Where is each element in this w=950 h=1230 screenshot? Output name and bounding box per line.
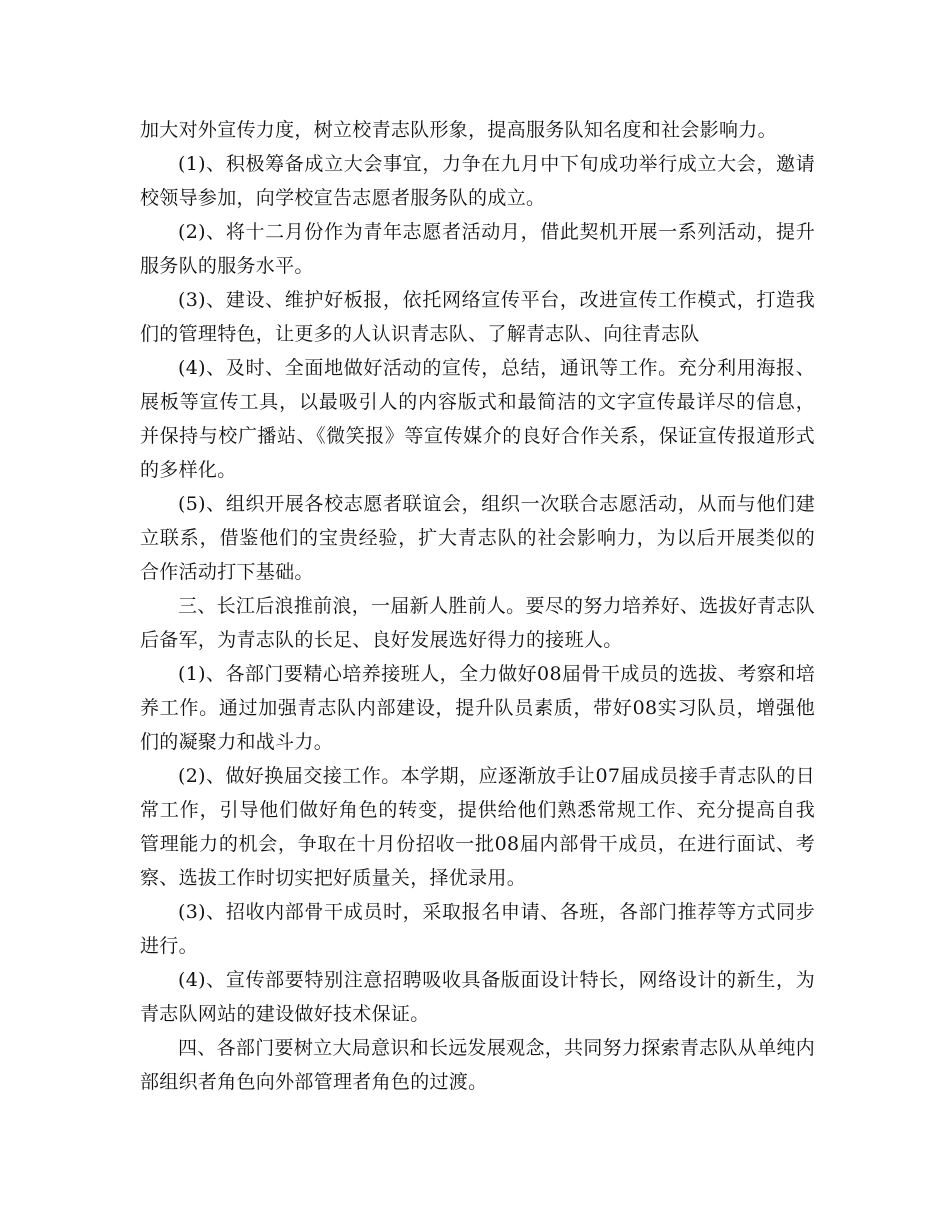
paragraph-item-3: (3)、建设、维护好板报，依托网络宣传平台，改进宣传工作模式，打造我们的管理特色，让更多的人认识青志队、了解青志队、向往青志队 [140, 289, 815, 345]
paragraph-section-3-item-3: (3)、招收内部骨干成员时，采取报名申请、各班，各部门推荐等方式同步进行。 [140, 901, 815, 957]
paragraph-item-2: (2)、将十二月份作为青年志愿者活动月，借此契机开展一系列活动，提升服务队的服务水平。 [140, 221, 815, 277]
paragraph-section-4: 四、各部门要树立大局意识和长远发展观念，共同努力探索青志队从单纯内部组织者角色向外部管理者角色的过渡。 [140, 1037, 815, 1093]
paragraph-intro: 加大对外宣传力度，树立校青志队形象，提高服务队知名度和社会影响力。 [140, 119, 777, 141]
paragraph-section-3-item-2: (2)、做好换届交接工作。本学期，应逐渐放手让07届成员接手青志队的日常工作，引导他们做好角色的转变，提供给他们熟悉常规工作、充分提高自我管理能力的机会，争取在十月份招收一批08届内部骨干成员，在进行面试、考察、选拔工作时切实把好质量关，择优录用。 [140, 765, 815, 889]
paragraph-section-3-item-1: (1)、各部门要精心培养接班人，全力做好08届骨干成员的选拔、考察和培养工作。通过加强青志队内部建设，提升队员素质，带好08实习队员，增强他们的凝聚力和战斗力。 [140, 663, 815, 753]
paragraph-item-5: (5)、组织开展各校志愿者联谊会，组织一次联合志愿活动，从而与他们建立联系，借鉴他们的宝贵经验，扩大青志队的社会影响力，为以后开展类似的合作活动打下基础。 [140, 493, 815, 583]
paragraph-section-3: 三、长江后浪推前浪，一届新人胜前人。要尽的努力培养好、选拔好青志队后备军，为青志队的长足、良好发展选好得力的接班人。 [140, 595, 815, 651]
paragraph-section-3-item-4: (4)、宣传部要特别注意招聘吸收具备版面设计特长，网络设计的新生，为青志队网站的建设做好技术保证。 [140, 969, 815, 1025]
paragraph-item-1: (1)、积极筹备成立大会事宜，力争在九月中下旬成功举行成立大会，邀请校领导参加，向学校宣告志愿者服务队的成立。 [140, 153, 815, 209]
paragraph-item-4: (4)、及时、全面地做好活动的宣传，总结，通讯等工作。充分利用海报、展板等宣传工具，以最吸引人的内容版式和最简洁的文字宣传最详尽的信息，并保持与校广播站、《微笑报》等宣传媒介的良好合作关系，保证宣传报道形式的多样化。 [140, 357, 815, 481]
document-body [140, 113, 815, 1099]
